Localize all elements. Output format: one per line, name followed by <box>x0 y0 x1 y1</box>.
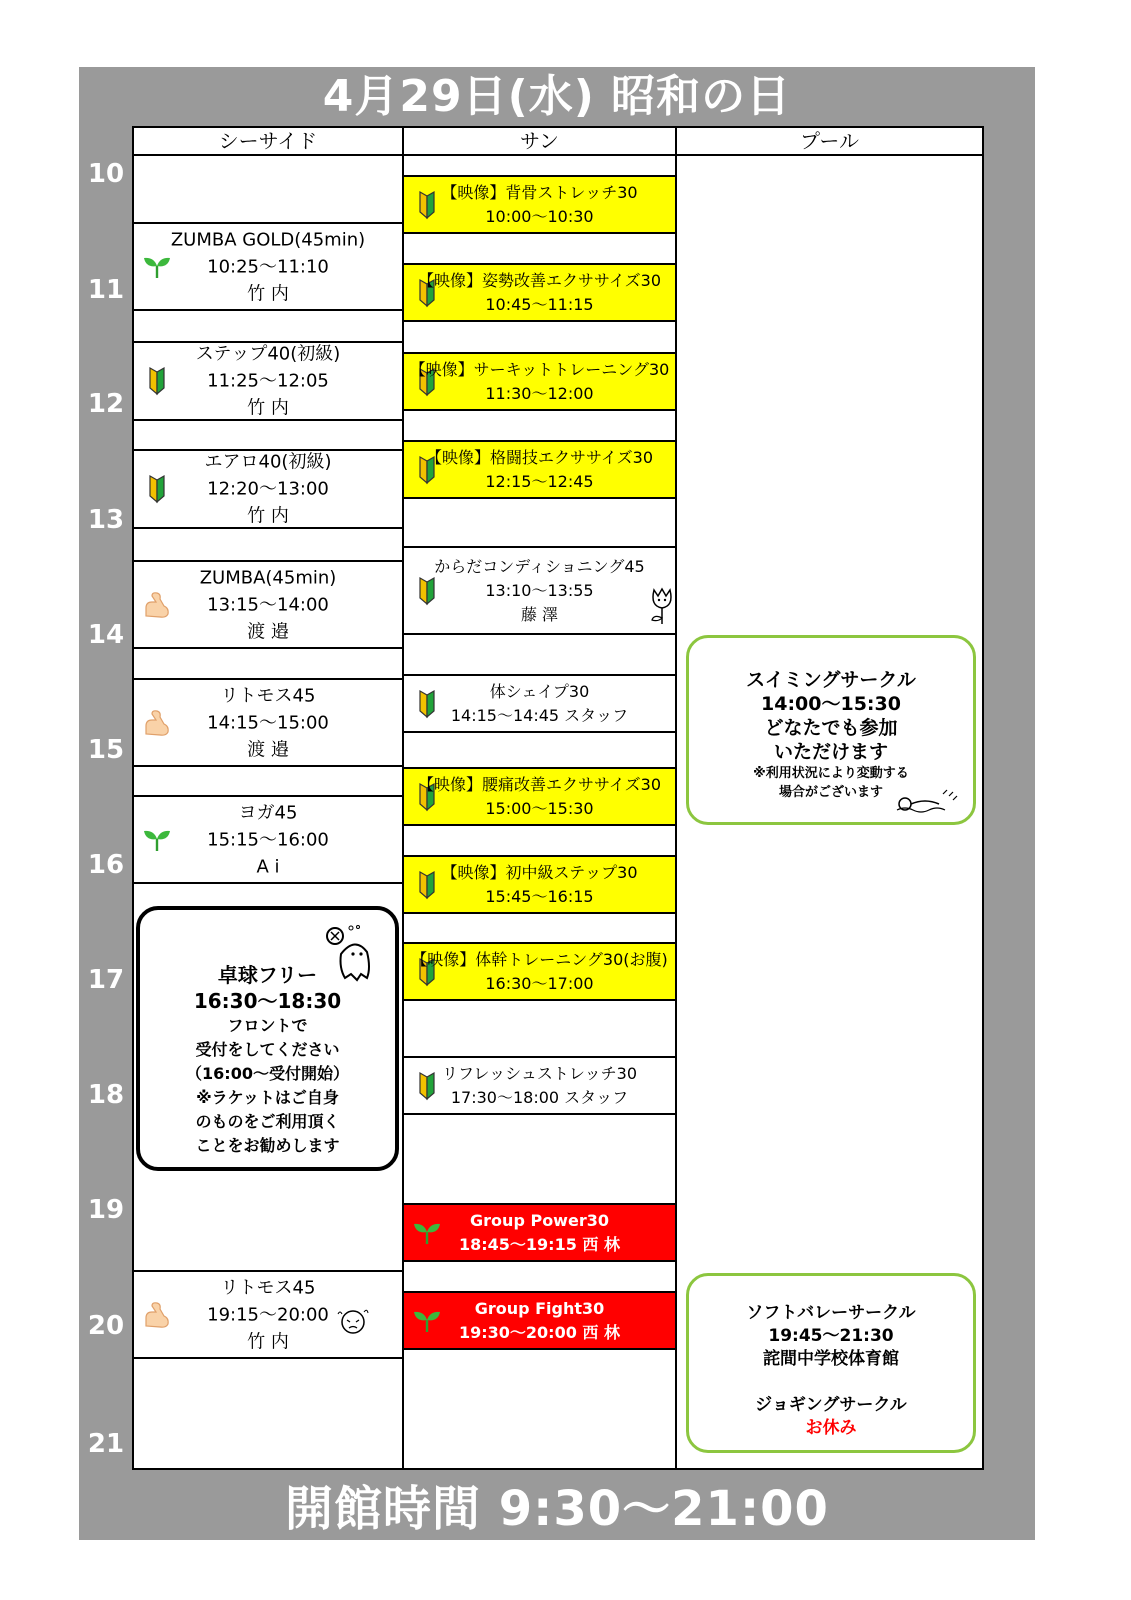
hour-label: 10 <box>87 159 125 189</box>
sun-class-block <box>404 1056 675 1115</box>
class-text: 18:45～19:15 西 林 <box>458 1234 620 1254</box>
class-text: 【映像】体幹トレーニング30(お腹) <box>411 949 668 969</box>
table-tennis-line: 受付をしてください <box>195 1040 340 1059</box>
swimming-circle-title: スイミングサークル <box>746 669 916 691</box>
sun-class-block <box>404 263 675 322</box>
hour-label: 15 <box>87 735 125 765</box>
class-text: からだコンディショニング45 <box>434 556 645 576</box>
class-text: 10:25～11:10 <box>207 256 329 277</box>
class-text: Group Power30 <box>470 1210 609 1230</box>
class-text: 渡 邉 <box>247 621 289 642</box>
class-text: 藤 澤 <box>520 604 559 624</box>
column-header-pool: プール <box>677 126 982 156</box>
seaside-class-block <box>134 795 402 884</box>
hour-label: 12 <box>87 389 125 419</box>
swimming-circle-line: どなたでも参加 <box>764 717 898 739</box>
class-text: 竹 内 <box>247 283 289 304</box>
hour-label: 20 <box>87 1311 125 1341</box>
class-text: 渡 邉 <box>247 739 289 760</box>
class-text: ステップ40(初級) <box>195 343 341 365</box>
class-text: リトモス45 <box>220 1277 316 1298</box>
column-divider <box>675 126 677 1470</box>
class-text: 【映像】腰痛改善エクササイズ30 <box>417 774 662 794</box>
table-tennis-note <box>136 906 399 1171</box>
hour-label: 13 <box>87 505 125 535</box>
sun-class-block <box>404 1291 675 1350</box>
class-text: 竹 内 <box>247 505 289 527</box>
hour-label: 21 <box>87 1429 125 1459</box>
class-text: 15:00～15:30 <box>485 798 594 818</box>
class-text: Group Fight30 <box>474 1298 605 1318</box>
soft-volley-time: 19:45～21:30 <box>768 1326 894 1346</box>
swimming-circle-note <box>686 635 976 825</box>
class-text: リトモス45 <box>220 685 316 706</box>
seaside-class-block <box>134 341 402 421</box>
hour-label: 17 <box>87 965 125 995</box>
seaside-class-block <box>134 449 402 529</box>
soft-volley-place: 詫間中学校体育館 <box>763 1349 899 1369</box>
class-text: 【映像】姿勢改善エクササイズ30 <box>417 270 662 290</box>
sun-class-block <box>404 767 675 826</box>
class-text: 17:30～18:00 スタッフ <box>450 1087 629 1107</box>
class-text: 15:45～16:15 <box>485 886 594 906</box>
class-text: 【映像】格闘技エクササイズ30 <box>425 447 654 467</box>
jogging-title: ジョギングサークル <box>755 1395 907 1415</box>
class-text: 16:30～17:00 <box>485 973 594 993</box>
page-title: 4月29日(水) 昭和の日 <box>322 71 792 122</box>
seaside-class-block <box>134 678 402 767</box>
class-text: 12:20～13:00 <box>207 478 329 500</box>
table-tennis-line: ※ラケットはご自身 <box>196 1088 339 1107</box>
table-tennis-line: のものをご利用頂く <box>195 1112 340 1131</box>
sun-class-block <box>404 855 675 914</box>
class-text: 13:15～14:00 <box>207 594 329 615</box>
class-text: 竹 内 <box>247 1331 289 1352</box>
table-tennis-line: フロントで <box>227 1016 308 1035</box>
class-text: 19:30～20:00 西 林 <box>458 1322 620 1342</box>
table-tennis-time: 16:30～18:30 <box>193 989 342 1013</box>
class-text: 竹 内 <box>247 397 289 419</box>
sun-class-block <box>404 175 675 234</box>
swimming-circle-note: 場合がございます <box>778 785 883 800</box>
class-text: 14:15～14:45 スタッフ <box>450 705 629 725</box>
jogging-status: お休み <box>805 1418 857 1438</box>
seaside-class-block <box>134 222 402 311</box>
class-text: 体シェイプ30 <box>489 681 590 701</box>
column-header-seaside: シーサイド <box>134 126 402 156</box>
sun-class-block <box>404 674 675 733</box>
class-text: 14:15～15:00 <box>207 712 329 733</box>
class-text: ヨガ45 <box>238 802 298 823</box>
class-text: 【映像】初中級ステップ30 <box>441 862 638 882</box>
ping-pong-character-icon <box>321 924 379 984</box>
opening-hours: 開館時間 9:30～21:00 <box>285 1481 829 1537</box>
hour-label: 19 <box>87 1195 125 1225</box>
hour-label: 11 <box>87 275 125 305</box>
class-text: 12:15～12:45 <box>485 471 594 491</box>
hour-label: 16 <box>87 850 125 880</box>
tulip-doodle-icon <box>648 586 676 626</box>
class-text: 【映像】背骨ストレッチ30 <box>441 182 638 202</box>
sun-class-block <box>404 352 675 411</box>
sun-class-block <box>404 1203 675 1262</box>
class-text: ZUMBA(45min) <box>199 567 337 588</box>
swimmer-icon <box>895 788 959 814</box>
class-text: リフレッシュストレッチ30 <box>441 1063 638 1083</box>
sun-class-block <box>404 942 675 1001</box>
hour-label: 18 <box>87 1080 125 1110</box>
class-text: 11:30～12:00 <box>485 383 594 403</box>
hour-label: 14 <box>87 620 125 650</box>
sun-class-block <box>404 440 675 499</box>
swimming-circle-note: ※利用状況により変動する <box>753 766 909 781</box>
class-text: 【映像】サーキットトレーニング30 <box>409 359 670 379</box>
swimming-circle-line: いただけます <box>773 741 888 763</box>
swimming-circle-time: 14:00～15:30 <box>761 693 901 715</box>
soft-volley-title: ソフトバレーサークル <box>746 1303 916 1323</box>
circle-info-note <box>686 1273 976 1453</box>
table-tennis-title: 卓球フリー <box>217 963 318 987</box>
face-doodle-icon <box>336 1306 370 1338</box>
class-text: 10:45～11:15 <box>485 294 594 314</box>
sun-class-block <box>404 546 675 635</box>
seaside-class-block <box>134 560 402 649</box>
column-header-sun: サン <box>404 126 675 156</box>
class-text: 11:25～12:05 <box>207 370 329 392</box>
table-tennis-line: （16:00～受付開始） <box>186 1064 349 1083</box>
class-text: 19:15～20:00 <box>207 1304 329 1325</box>
class-text: 15:15～16:00 <box>207 829 329 850</box>
table-tennis-line: ことをお勧めします <box>195 1136 340 1155</box>
class-text: 10:00～10:30 <box>485 206 594 226</box>
class-text: エアロ40(初級) <box>204 451 332 473</box>
class-text: ZUMBA GOLD(45min) <box>170 229 366 250</box>
class-text: A i <box>256 856 280 877</box>
class-text: 13:10～13:55 <box>485 580 594 600</box>
